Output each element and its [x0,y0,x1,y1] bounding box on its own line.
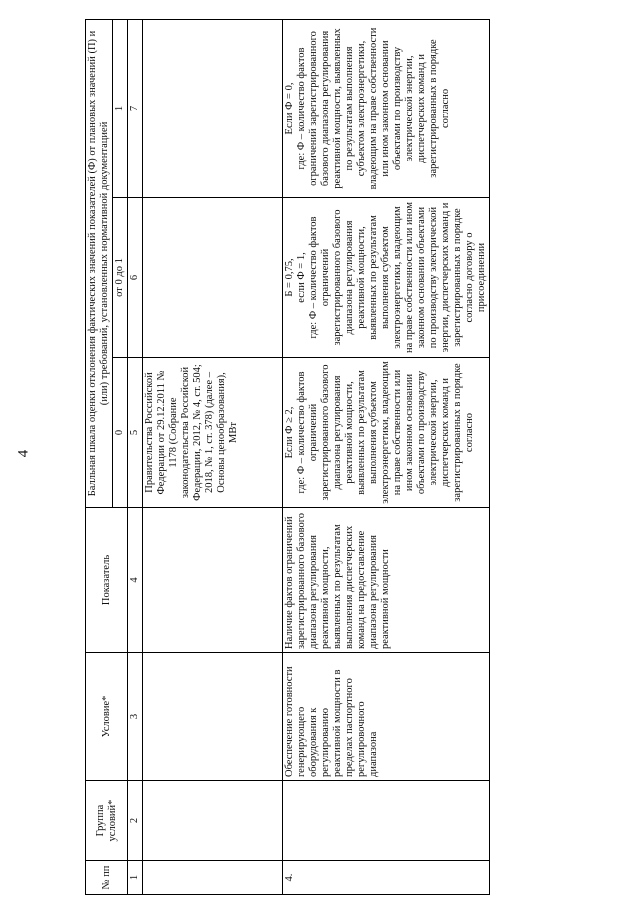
cell-empty [143,781,283,861]
col-number: 3 [128,653,143,781]
col-number: 1 [128,861,143,895]
cell-empty [143,861,283,895]
cell-empty [143,19,283,197]
row-score-1: Если Ф = 0, где: Ф – количество фактов ограничений зарегистрированного базового диапазона регулирования реактивной мощности, выявленных по результатам выполнения субъектом электроэнергетики, владеющим на праве собственности или ином законном основании объектами по производству электрической энергии, диспетчерских команд и зарегистрированных в порядке согласно [283,19,490,197]
row-num: 4. [283,861,490,895]
header-row [86,19,113,894]
col-number: 6 [128,198,143,358]
prev-score-0-text: Правительства Российской Федерации от 29.12.2011 № 1178 (Собрание законодательства Российской Федерации, 2012, № 4, ст. 504; 2018, № 1, ст. 378) (далее – Основы ценообразования), МВт [143,358,283,508]
row-score-0: Если Ф ≥ 2, где: Ф – количество фактов ограничений зарегистрированного базового диапазона регулирования реактивной мощности, выявленных по результатам выполнения субъектом электроэнергетики, владеющим на праве собственности или ином законном основании объектами по производству электрической энергии, диспетчерских команд и зарегистрированных в порядке согласно [283,358,490,508]
col-number: 4 [128,508,143,653]
cell-empty [143,508,283,653]
continuation-row [143,19,283,894]
header-score-1: 1 [113,19,128,197]
col-number: 5 [128,358,143,508]
row-indicator: Наличие фактов ограничений зарегистрированного базового диапазона регулирования реактивной мощности, выявленных по результатам выполнения диспетчерских команд на предоставление диапазона регулирования реактивной мощности [283,508,490,653]
row-condition: Обеспечение готовности генерирующего оборудования к регулированию реактивной мощности в пределах паспортного регулировочного диапазона [283,653,490,781]
rotated-table-container [85,10,610,895]
row-score-mid: Б = 0,75, если Ф = 1, где: Ф – количество фактов ограничений зарегистрированного базового диапазона регулирования реактивной мощности, выявленных по результатам выполнения субъектом электроэнергетики, владеющим на праве собственности или ином законном основании объектами по производству электрической энергии, диспетчерских команд и зарегистрированных в порядке согласно договору о присоединении [283,198,490,358]
col-number: 7 [128,19,143,197]
row-group [283,781,490,861]
header-num: № пп [86,861,128,895]
column-number-row [128,19,143,894]
header-score-0: 0 [113,358,128,508]
header-indicator: Показатель [86,508,128,653]
evaluation-table [85,19,490,895]
col-number: 2 [128,781,143,861]
header-group: Группа условий* [86,781,128,861]
page-number: 4 [15,449,32,458]
table-row [283,19,490,894]
header-scale-title: Балльная шкала оценки отклонения фактических значений показателей (Ф) от плановых значений (П) и (или) требований, установленных нормативной документацией [86,19,113,507]
header-score-mid: от 0 до 1 [113,198,128,358]
header-condition: Условие* [86,653,128,781]
cell-empty [143,198,283,358]
cell-empty [143,653,283,781]
